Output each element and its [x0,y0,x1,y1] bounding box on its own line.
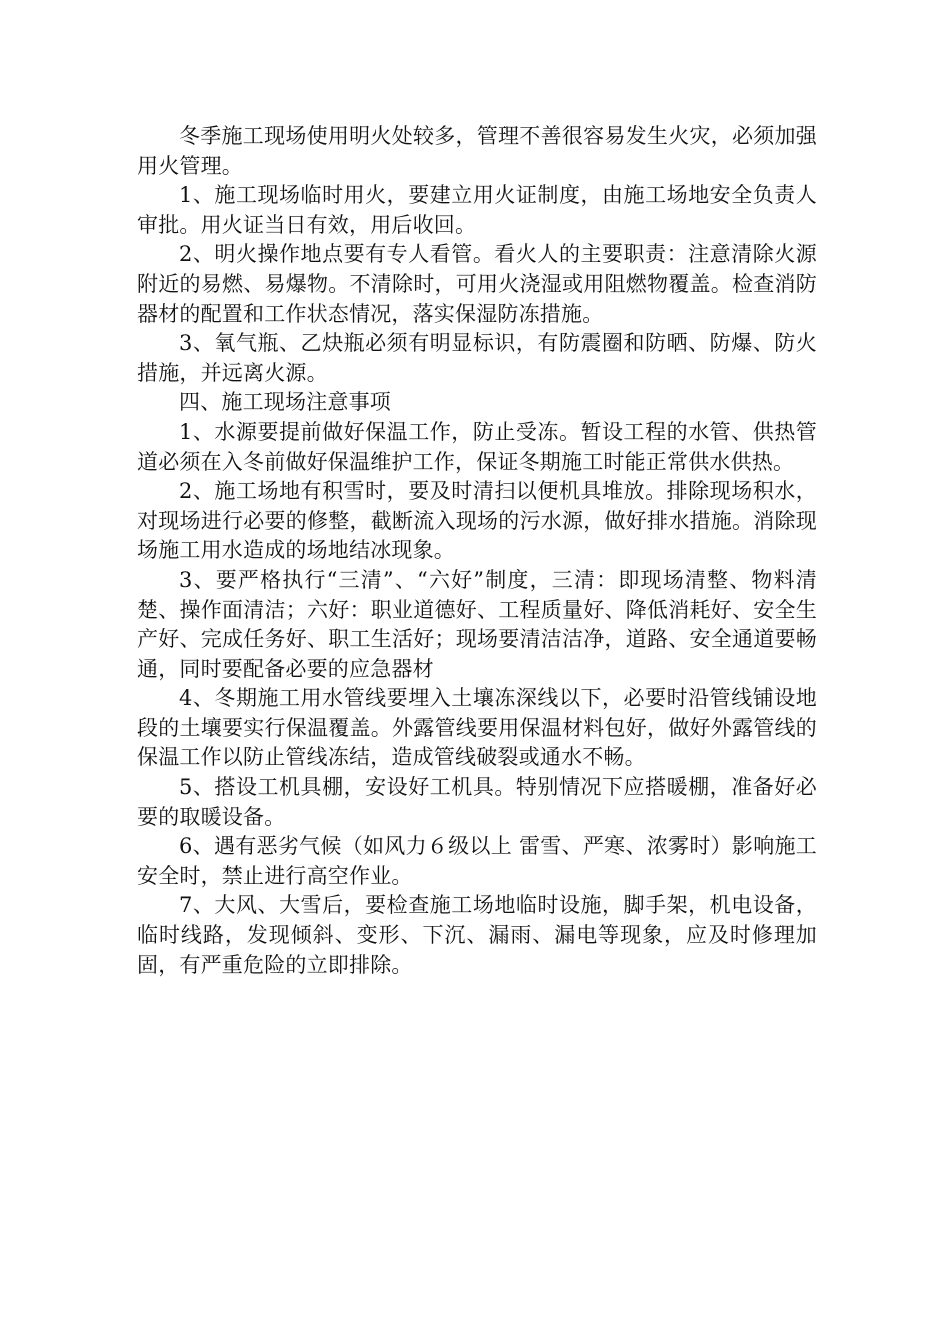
paragraph-tool-shed: 5、搭设工机具棚，安设好工机具。特别情况下应搭暖棚，准备好必要的取暖设备。 [137,775,817,829]
paragraph-water-pipes: 4、冬期施工用水管线要埋入土壤冻深线以下，必要时沿管线铺设地段的土壤要实行保温覆盖。外露管线要用保温材料包好，做好外露管线的保温工作以防止管线冻结，造成管线破裂或通水不畅。 [137,686,817,770]
section-heading: 四、施工现场注意事项 [179,390,391,415]
paragraph-bad-weather: 6、遇有恶劣气候（如风力６级以上 雷雪、严寒、浓雾时）影响施工安全时，禁止进行高空作业。 [137,834,817,888]
document-body [137,122,817,980]
paragraph-fire-watch: 2、明火操作地点要有专人看管。看火人的主要职责：注意清除火源附近的易燃、易爆物。不清除时，可用火浇湿或用阻燃物覆盖。检查消防器材的配置和工作状态情况，落实保湿防冻措施。 [137,242,817,326]
paragraph-intro: 冬季施工现场使用明火处较多，管理不善很容易发生火灾，必须加强用火管理。 [137,124,817,178]
paragraph-three-six-rules: 3、要严格执行“三清”、“六好”制度，三清：即现场清整、物料清楚、操作面清洁；六好：职业道德好、工程质量好、降低消耗好、安全生产好、完成任务好、职工生活好；现场要清洁洁净，道路、安全通道要畅通，同时要配备必要的应急器材 [137,567,817,681]
paragraph-after-storm: 7、大风、大雪后，要检查施工场地临时设施，脚手架，机电设备，临时线路，发现倾斜、变形、下沉、漏雨、漏电等现象，应及时修理加固，有严重危险的立即排除。 [137,893,817,977]
paragraph-gas-cylinders: 3、氧气瓶、乙炔瓶必须有明显标识，有防震圈和防晒、防爆、防火措施，并远离火源。 [137,331,817,385]
paragraph-fire-permit: 1、施工现场临时用火，要建立用火证制度，由施工场地安全负责人审批。用火证当日有效，用后收回。 [137,183,817,237]
paragraph-water-insulation: 1、水源要提前做好保温工作，防止受冻。暂设工程的水管、供热管道必须在入冬前做好保温维护工作，保证冬期施工时能正常供水供热。 [137,419,817,474]
paragraph-snow-clearing: 2、施工场地有积雪时，要及时清扫以便机具堆放。排除现场积水，对现场进行必要的修整，截断流入现场的污水源，做好排水措施。消除现场施工用水造成的场地结冰现象。 [137,479,817,563]
